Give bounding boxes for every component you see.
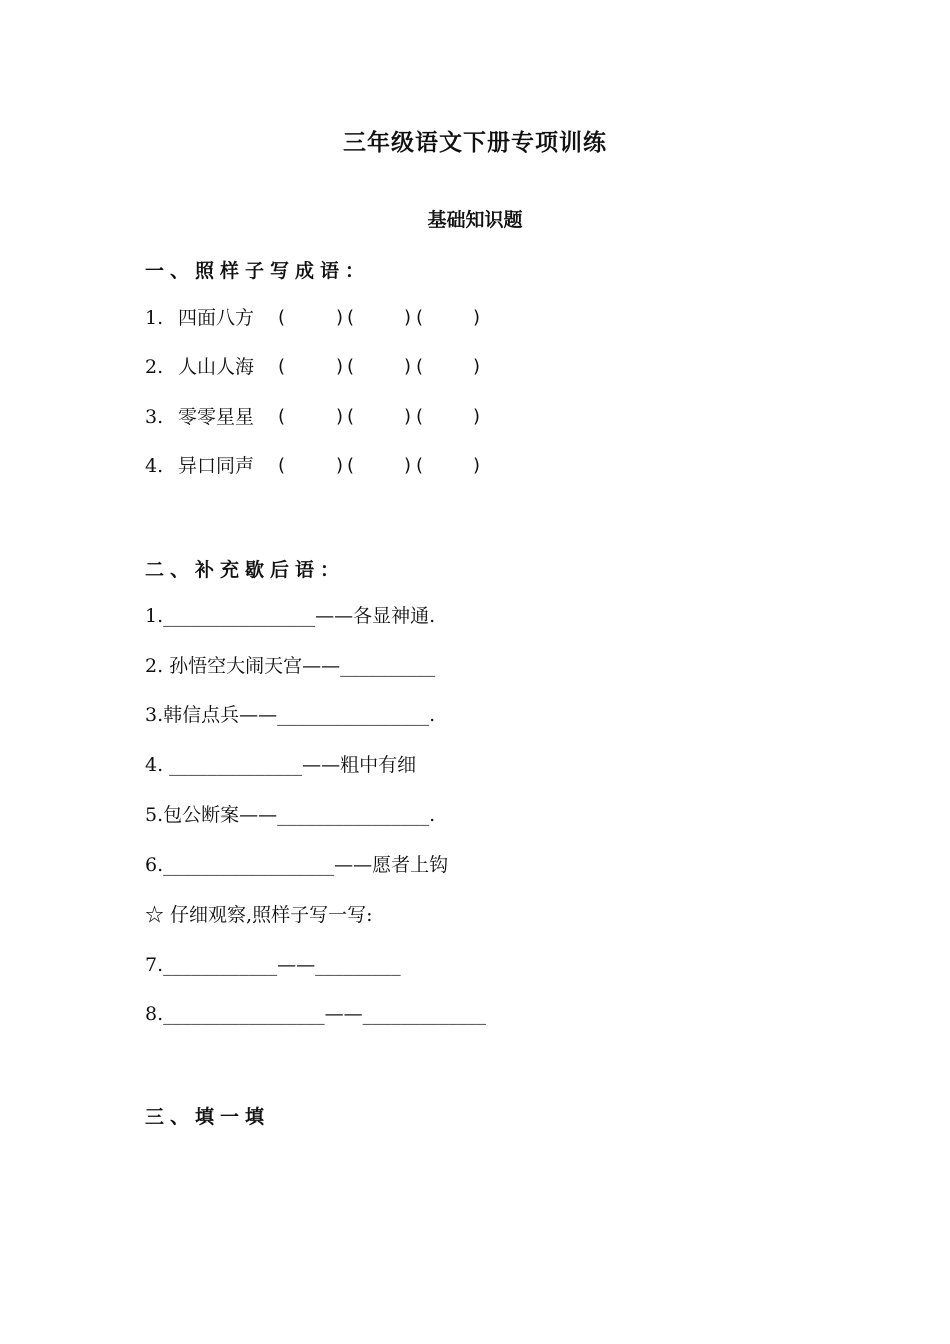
blank-open-paren: ( [347,307,355,328]
proverb-line: 4. ______________——粗中有细 [145,754,417,776]
blank-close-paren: ) [336,455,344,476]
blank-close-paren: ) [473,455,481,476]
proverb-line: 7.____________——_________ [145,954,401,976]
idiom-example: 人山人海 [178,356,255,378]
page-subtitle: 基础知识题 [427,209,523,231]
blank-close-paren: ) [404,455,412,476]
blank-close-paren: ) [336,356,344,377]
blank-close-paren: ) [336,307,344,328]
proverb-line: 3.韩信点兵——________________. [145,704,436,726]
blank-open-paren: ( [347,356,355,377]
blank-open-paren: ( [278,307,286,328]
blank-close-paren: ) [473,356,481,377]
blank-open-paren: ( [278,455,286,476]
page-title: 三年级语文下册专项训练 [343,130,607,156]
blank-close-paren: ) [473,406,481,427]
item-number: 1. [145,307,164,329]
idiom-example: 异口同声 [178,455,255,477]
blank-open-paren: ( [416,307,424,328]
blank-close-paren: ) [473,307,481,328]
blank-close-paren: ) [336,406,344,427]
proverb-line: 2. 孙悟空大闹天宫——__________ [145,655,436,677]
proverb-line: 1.________________——各显神通. [145,605,436,627]
blank-open-paren: ( [347,455,355,476]
section-heading-1: 一、照样子写成语： [145,260,371,282]
blank-close-paren: ) [404,307,412,328]
blank-open-paren: ( [278,356,286,377]
proverb-line: 5.包公断案——________________. [145,804,436,826]
blank-close-paren: ) [404,406,412,427]
blank-open-paren: ( [347,406,355,427]
idiom-example: 四面八方 [178,307,255,329]
instruction-line: ☆ 仔细观察,照样子写一写: [145,904,373,926]
section-heading-3: 三、填一填 [145,1106,271,1128]
item-number: 2. [145,356,164,378]
idiom-example: 零零星星 [178,406,255,428]
section-heading-2: 二、补充歇后语： [145,559,346,581]
blank-close-paren: ) [404,356,412,377]
blank-open-paren: ( [416,406,424,427]
blank-open-paren: ( [278,406,286,427]
blank-open-paren: ( [416,356,424,377]
proverb-line: 6.__________________——愿者上钩 [145,854,449,876]
item-number: 3. [145,406,164,428]
proverb-line: 8._________________——_____________ [145,1003,487,1025]
item-number: 4. [145,455,164,477]
blank-open-paren: ( [416,455,424,476]
